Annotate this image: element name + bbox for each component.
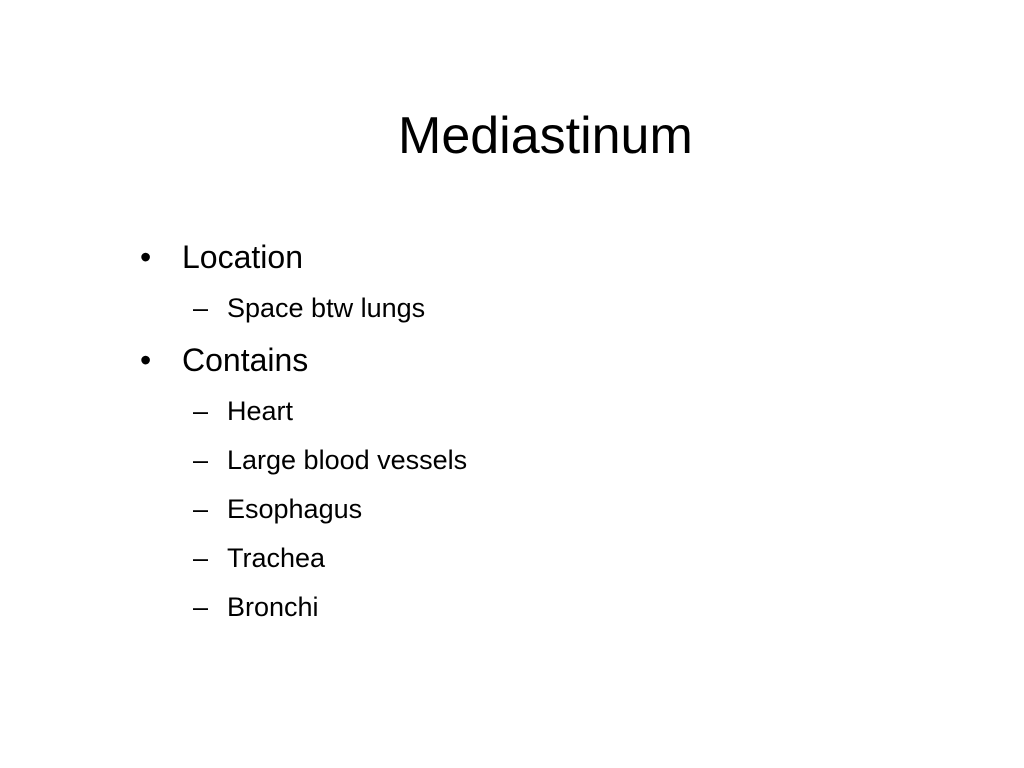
sub-bullet-label: Large blood vessels [227, 445, 468, 475]
slide-content [140, 230, 960, 632]
bullet-label: Contains [182, 342, 309, 378]
sub-bullet-label: Trachea [227, 543, 326, 573]
sub-bullet-label: Bronchi [227, 592, 319, 622]
sub-bullet-trachea [140, 534, 960, 583]
dash-marker: – [193, 396, 209, 426]
sub-bullet-label: Esophagus [227, 494, 363, 524]
bullet-location [140, 230, 960, 284]
sub-bullet-label: Space btw lungs [227, 293, 426, 323]
bullet-marker: • [140, 342, 152, 378]
dash-marker: – [193, 543, 209, 573]
sub-bullet-large-blood-vessels [140, 436, 960, 485]
bullet-contains [140, 333, 960, 387]
dash-marker: – [193, 592, 209, 622]
sub-bullet-heart [140, 387, 960, 436]
sub-bullet-bronchi [140, 583, 960, 632]
dash-marker: – [193, 293, 209, 323]
sub-bullet-esophagus [140, 485, 960, 534]
bullet-label: Location [182, 239, 303, 275]
dash-marker: – [193, 494, 209, 524]
sub-bullet-space-btw-lungs [140, 284, 960, 333]
dash-marker: – [193, 445, 209, 475]
bullet-marker: • [140, 239, 152, 275]
slide-title: Mediastinum [398, 107, 693, 165]
sub-bullet-label: Heart [227, 396, 294, 426]
